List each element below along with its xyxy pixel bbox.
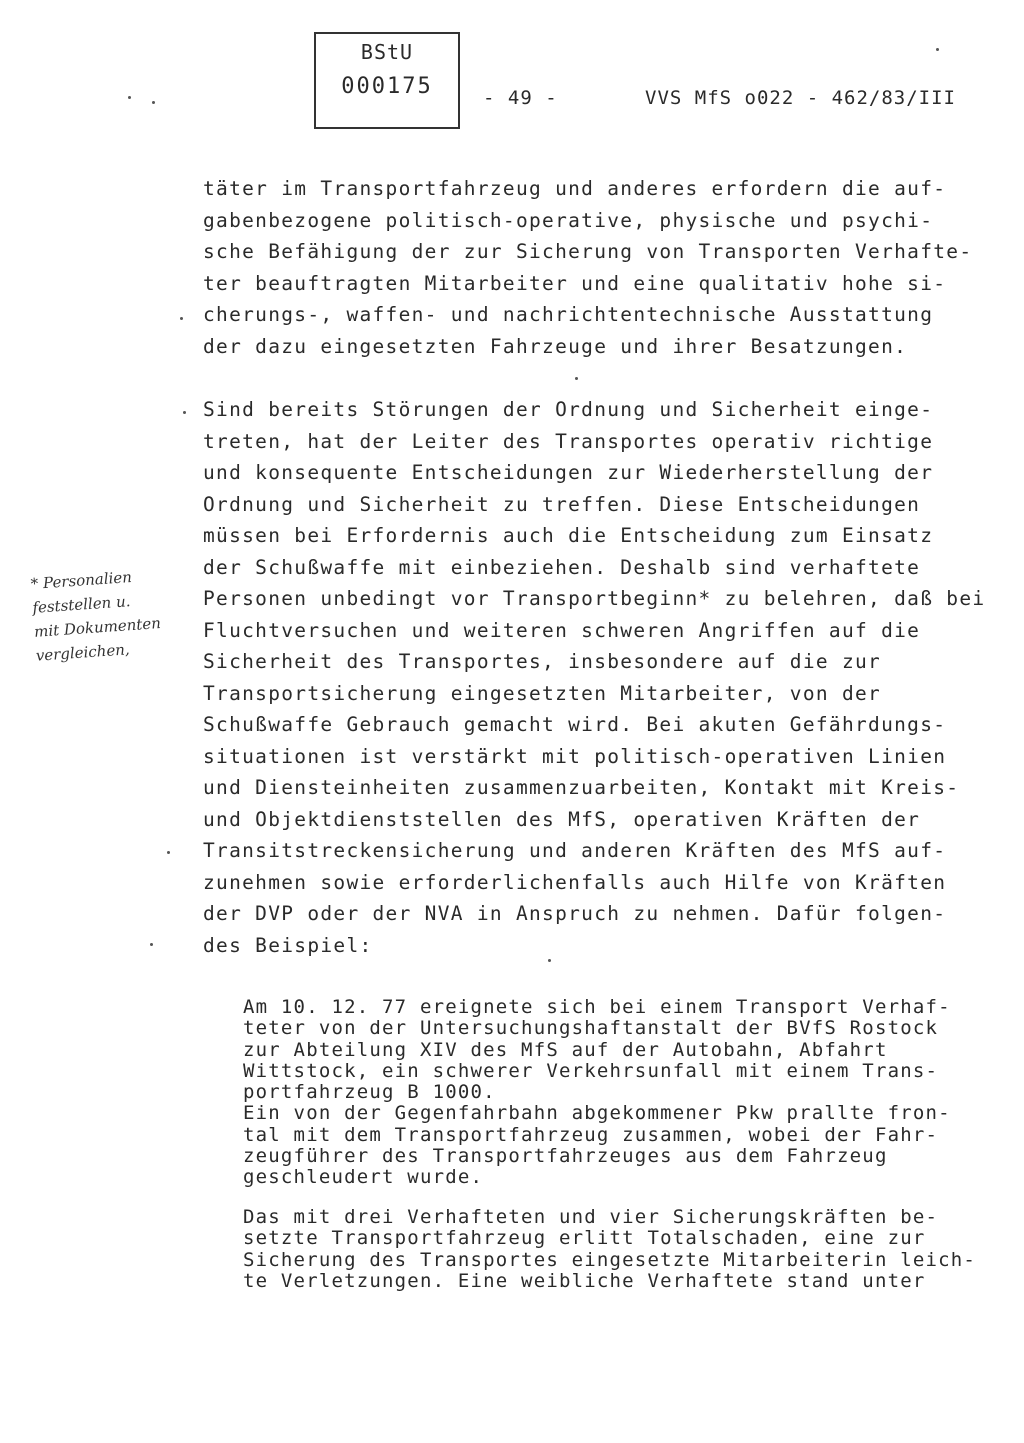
- text-line: setzte Transportfahrzeug erlitt Totalschaden, eine zur: [243, 1227, 926, 1250]
- page-number: - 49 -: [483, 87, 558, 109]
- text-line: der DVP oder der NVA in Anspruch zu nehmen. Dafür folgen-: [203, 902, 947, 925]
- paragraph-1: [203, 173, 973, 362]
- text-line: Personen unbedingt vor Transportbeginn* zu belehren, daß bei: [203, 587, 986, 610]
- text-line: portfahrzeug B 1000.: [243, 1081, 496, 1104]
- text-line: treten, hat der Leiter des Transportes operativ richtige: [203, 429, 934, 453]
- paragraph-2: [203, 394, 986, 961]
- text-line: Schußwaffe Gebrauch gemacht wird. Bei akuten Gefährdungs-: [203, 713, 947, 736]
- text-line: müssen bei Erfordernis auch die Entscheidung zum Einsatz: [203, 524, 934, 547]
- text-line: Sicherheit des Transportes, insbesondere auf die zur: [203, 650, 882, 673]
- scan-speck: [167, 851, 170, 854]
- text-line: der dazu eingesetzten Fahrzeuge und ihrer Besatzungen.: [203, 334, 908, 358]
- text-line: zur Abteilung XIV des MfS auf der Autobahn, Abfahrt: [243, 1038, 888, 1061]
- text-line: Transitstreckensicherung und anderen Kräften des MfS auf-: [203, 839, 947, 862]
- text-line: Wittstock, ein schwerer Verkehrsunfall mit einem Trans-: [243, 1059, 939, 1082]
- text-line: te Verletzungen. Eine weibliche Verhaftete stand unter: [243, 1269, 926, 1292]
- text-line: ter beauftragten Mitarbeiter und eine qualitativ hohe si-: [203, 271, 947, 295]
- text-line: tal mit dem Transportfahrzeug zusammen, wobei der Fahr-: [243, 1123, 939, 1146]
- archive-stamp: [314, 32, 460, 129]
- text-line: Transportsicherung eingesetzten Mitarbeiter, von der: [203, 681, 882, 705]
- text-line: Am 10. 12. 77 ereignete sich bei einem Transport Verhaf-: [243, 996, 951, 1018]
- text-line: und konsequente Entscheidungen zur Wiederherstellung der: [203, 461, 934, 484]
- scan-speck: [183, 411, 186, 414]
- note-line: * Personalien: [30, 567, 133, 593]
- text-line: der Schußwaffe mit einbeziehen. Deshalb sind verhaftete: [203, 555, 921, 579]
- scan-speck: [936, 48, 939, 51]
- text-line: des Beispiel:: [203, 933, 373, 957]
- note-line: mit Dokumenten: [33, 614, 162, 641]
- stamp-number: 000175: [341, 74, 433, 99]
- handwritten-margin-note: [30, 559, 216, 667]
- text-line: täter im Transportfahrzeug und anderes erfordern die auf-: [203, 177, 947, 200]
- text-line: Fluchtversuchen und weiteren schweren Angriffen auf die: [203, 618, 921, 642]
- text-line: sche Befähigung der zur Sicherung von Transporten Verhafte-: [203, 240, 973, 263]
- scan-speck: [575, 377, 578, 380]
- text-line: situationen ist verstärkt mit politisch-operativen Linien: [203, 744, 947, 768]
- text-line: Ordnung und Sicherheit zu treffen. Diese Entscheidungen: [203, 492, 921, 516]
- text-line: und Diensteinheiten zusammenzuarbeiten, Kontakt mit Kreis-: [203, 776, 960, 799]
- text-line: cherungs-, waffen- und nachrichtentechnische Ausstattung: [203, 303, 934, 326]
- text-line: zeugführer des Transportfahrzeuges aus dem Fahrzeug: [243, 1145, 888, 1168]
- text-line: Sind bereits Störungen der Ordnung und Sicherheit einge-: [203, 398, 934, 421]
- text-line: zunehmen sowie erforderlichenfalls auch Hilfe von Kräften: [203, 870, 947, 894]
- scan-speck: [128, 96, 131, 99]
- text-line: gabenbezogene politisch-operative, physische und psychi-: [203, 208, 934, 232]
- note-line: vergleichen,: [35, 640, 131, 665]
- example-paragraph-2: [243, 1207, 983, 1292]
- document-reference: VVS MfS o022 - 462/83/III: [645, 87, 956, 109]
- scan-speck: [548, 959, 551, 962]
- text-line: Das mit drei Verhafteten und vier Sicherungskräften be-: [243, 1206, 939, 1228]
- scan-speck: [152, 101, 155, 104]
- stamp-organization: BStU: [360, 40, 414, 64]
- text-line: Sicherung des Transportes eingesetzte Mitarbeiterin leich-: [243, 1248, 977, 1271]
- text-line: Ein von der Gegenfahrbahn abgekommener Pkw prallte fron-: [243, 1102, 951, 1125]
- scan-speck: [180, 317, 183, 320]
- note-line: feststellen u.: [31, 592, 131, 617]
- text-line: geschleudert wurde.: [243, 1166, 484, 1189]
- scan-speck: [150, 943, 153, 946]
- text-line: und Objektdienststellen des MfS, operativen Kräften der: [203, 807, 921, 831]
- example-paragraph-1: [243, 997, 983, 1189]
- text-line: teter von der Untersuchungshaftanstalt der BVfS Rostock: [243, 1017, 939, 1040]
